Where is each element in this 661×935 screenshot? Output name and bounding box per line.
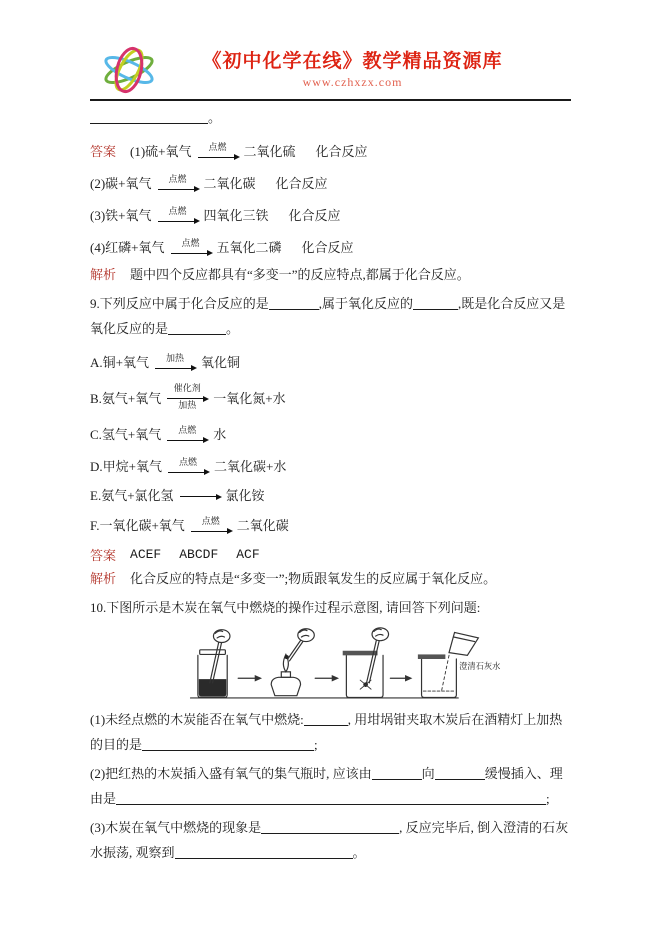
- right-arrow-icon: [180, 492, 220, 497]
- right-arrow-icon: [238, 675, 262, 681]
- reaction-condition: 催化剂: [173, 383, 201, 393]
- reaction-lhs: (4)红磷+氧气: [90, 239, 165, 255]
- question-text: 缓慢插入、理由: [90, 766, 563, 806]
- reaction-rhs: 四氧化三铁: [203, 207, 269, 223]
- reaction-arrow: [158, 207, 198, 222]
- reaction-rhs: 五氧化二磷: [216, 239, 282, 255]
- right-arrow-icon: [171, 249, 211, 254]
- reaction-arrow: [180, 492, 220, 497]
- question-text: (2)把红热的木炭插入盛有氧气的集气瓶时, 应该由: [90, 766, 372, 781]
- reaction-rhs: 二氧化硫: [243, 143, 296, 159]
- reaction-rhs: 水: [213, 426, 227, 442]
- reaction-lhs: A.铜+氧气: [90, 354, 149, 370]
- reaction-arrow: [198, 143, 238, 158]
- right-arrow-icon: [390, 675, 412, 681]
- site-url: www.czhxzx.com: [302, 75, 403, 89]
- reaction-condition: 点燃: [168, 205, 187, 216]
- reaction-condition: 加热: [165, 352, 184, 363]
- question-10-sub1: [90, 707, 571, 757]
- right-arrow-icon: [158, 217, 198, 222]
- reaction-arrow: [167, 426, 207, 441]
- diagram-step-1-charcoal-bottle: [198, 630, 230, 698]
- analysis-text: 化合反应的特点是“多变一”;物质跟氧发生的反应属于氧化反应。: [130, 571, 497, 586]
- question-text: ,既是化合反应又是氧化反应的是: [90, 296, 566, 336]
- answer-blank: [175, 845, 353, 859]
- question-text: 的是: [116, 737, 143, 752]
- reaction-rhs: 一氧化氮+水: [213, 390, 286, 406]
- question-text: ;: [314, 737, 318, 752]
- answer-blank: [168, 321, 226, 335]
- period-text: 。: [208, 110, 222, 125]
- question-text: 9.下列反应中属于化合反应的是: [90, 296, 269, 311]
- reaction-lhs: D.甲烷+氧气: [90, 458, 162, 474]
- question-text: 。: [226, 321, 240, 336]
- right-arrow-icon: [315, 675, 339, 681]
- reaction-lhs: B.氨气+氧气: [90, 390, 162, 406]
- reaction-arrow: [168, 458, 208, 473]
- answer9-line: [90, 542, 571, 566]
- right-arrow-icon: [155, 364, 195, 369]
- answer-blank: [90, 110, 208, 124]
- reaction-lhs: (1)硫+氧气: [130, 143, 192, 159]
- right-arrow-icon: [191, 527, 231, 532]
- answer8-reaction-1: [90, 134, 571, 166]
- right-arrow-icon: [158, 185, 198, 190]
- top-blank-line: [90, 105, 571, 130]
- reaction-lhs: E.氨气+氯化氢: [90, 488, 174, 503]
- right-arrow-icon: [167, 436, 207, 441]
- reaction-condition: 点燃: [178, 424, 197, 435]
- answer9-analysis: [90, 566, 571, 591]
- reaction-arrow: [158, 175, 198, 190]
- reaction-type: 化合反应: [275, 175, 328, 191]
- reaction-type: 化合反应: [288, 207, 341, 223]
- hand-icon: [298, 629, 315, 642]
- reaction-condition: 加热: [178, 400, 197, 410]
- option-D: [90, 449, 571, 481]
- right-arrow-icon: [168, 468, 208, 473]
- reaction-type: 化合反应: [301, 239, 354, 255]
- diagram-step-2-alcohol-lamp: [271, 629, 314, 696]
- reaction-lhs: (2)碳+氧气: [90, 175, 152, 191]
- question-text: ,属于氧化反应的: [318, 296, 414, 311]
- option-B: [90, 377, 571, 417]
- site-title: 《初中化学在线》教学精品资源库: [202, 51, 503, 72]
- question-text: 灰水振荡, 观察到: [90, 820, 569, 860]
- answer-blank: [413, 296, 458, 310]
- answer-value: ABCDF: [179, 546, 219, 562]
- header-divider: [90, 99, 571, 101]
- reaction-rhs: 氯化铵: [225, 488, 265, 503]
- beaker-icon: [449, 632, 478, 655]
- reaction-lhs: (3)铁+氧气: [90, 207, 152, 223]
- question-text: (1)未经点燃的木炭能否在氧气中燃烧:: [90, 712, 304, 727]
- answer-label: 答案: [90, 547, 117, 563]
- reaction-lhs: F.一氧化碳+氧气: [90, 517, 185, 533]
- reaction-arrow: [155, 354, 195, 369]
- question-text: 向: [421, 766, 435, 781]
- reaction-rhs: 二氧化碳: [203, 175, 256, 191]
- reaction-arrow: [191, 517, 231, 532]
- analysis-text: 题中四个反应都具有“多变一”的反应特点,都属于化合反应。: [130, 267, 470, 282]
- answer8-analysis: [90, 262, 571, 287]
- analysis-label: 解析: [90, 571, 117, 586]
- answer8-reaction-3: [90, 198, 571, 230]
- answer-blank: [435, 766, 485, 780]
- answer8-reaction-2: [90, 166, 571, 198]
- hand-icon: [213, 630, 230, 643]
- reaction-condition: 点燃: [208, 141, 227, 152]
- diagram-step-3-gas-jar: [343, 628, 389, 698]
- reaction-arrow: [171, 239, 211, 254]
- question-text: ;: [546, 791, 550, 806]
- question-10-sub3: [90, 815, 571, 865]
- reaction-arrow: [167, 384, 207, 410]
- reaction-rhs: 二氧化碳: [236, 517, 289, 533]
- option-F: [90, 508, 571, 540]
- answer-blank: [142, 737, 314, 751]
- right-arrow-icon: [167, 394, 207, 399]
- site-title-block: [168, 50, 571, 90]
- answer-blank: [372, 766, 422, 780]
- answer-value: ACEF: [130, 546, 162, 562]
- answer-blank: [261, 820, 399, 834]
- option-C: [90, 417, 571, 449]
- site-logo-icon: [90, 44, 168, 96]
- reaction-condition: 点燃: [181, 237, 200, 248]
- reaction-condition: 点燃: [178, 456, 197, 467]
- limewater-label: 澄清石灰水: [459, 662, 501, 672]
- answer-blank: [269, 296, 319, 310]
- question-text: 是: [103, 791, 117, 806]
- question-9-text: [90, 291, 571, 341]
- charcoal-burning-diagram: [186, 626, 504, 703]
- reaction-condition: 点燃: [201, 515, 220, 526]
- site-header: [90, 44, 571, 96]
- option-E: [90, 481, 571, 508]
- answer-blank: [116, 791, 546, 805]
- hand-icon: [372, 628, 389, 641]
- reaction-rhs: 氧化铜: [200, 354, 240, 370]
- question-10-sub2: [90, 761, 571, 811]
- option-A: [90, 345, 571, 377]
- reaction-type: 化合反应: [315, 143, 368, 159]
- answer-blank: [304, 712, 348, 726]
- answer-value: ACF: [236, 546, 260, 562]
- question-text: , 反应完毕后, 倒入澄清的石: [399, 820, 556, 835]
- analysis-label: 解析: [90, 267, 117, 282]
- answer-label: 答案: [90, 143, 117, 159]
- question-text: 。: [352, 845, 366, 860]
- reaction-lhs: C.氢气+氧气: [90, 426, 162, 442]
- question-text: , 用坩埚钳夹取木炭后在酒精灯上加热的目: [90, 712, 563, 752]
- question-text: (3)木炭在氧气中燃烧的现象是: [90, 820, 262, 835]
- reaction-condition: 点燃: [168, 173, 187, 184]
- reaction-rhs: 二氧化碳+水: [213, 458, 287, 474]
- right-arrow-icon: [198, 153, 238, 158]
- question-10-intro: 10.下图所示是木炭在氧气中燃烧的操作过程示意图, 请回答下列问题:: [90, 600, 481, 615]
- answer8-reaction-4: [90, 230, 571, 262]
